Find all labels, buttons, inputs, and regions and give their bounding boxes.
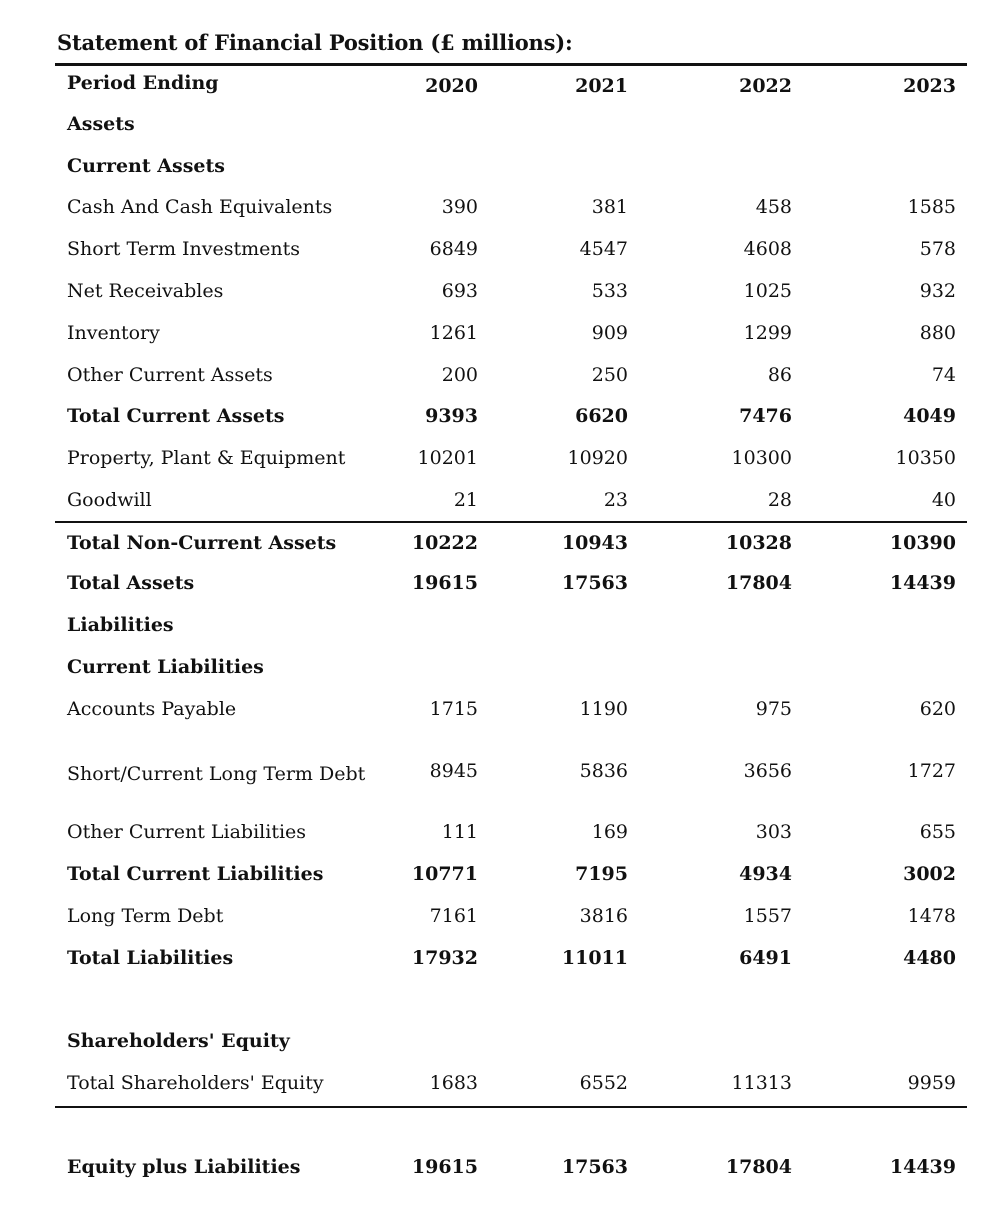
section-label: Current Liabilities — [67, 656, 264, 678]
value-2021: 3816 — [579, 905, 628, 927]
value-2020: 10222 — [411, 532, 478, 554]
row-total-current-liabilities — [0, 858, 996, 890]
value-2021: 533 — [591, 280, 628, 302]
row-label: Total Current Liabilities — [67, 863, 324, 885]
value-2020: 9393 — [425, 405, 478, 427]
value-2023: 655 — [919, 821, 956, 843]
value-2020: 17932 — [411, 947, 478, 969]
row-cash — [0, 191, 996, 223]
row-long-term-debt — [0, 900, 996, 932]
section-liabilities — [0, 609, 996, 641]
value-2020: 1261 — [429, 322, 478, 344]
value-2022: 10300 — [731, 447, 792, 469]
row-label: Total Liabilities — [67, 947, 234, 969]
value-2022: 1299 — [743, 322, 792, 344]
value-2021: 23 — [603, 489, 628, 511]
value-2022: 11313 — [731, 1072, 792, 1094]
row-label: Total Assets — [67, 572, 195, 594]
value-2020: 6849 — [429, 238, 478, 260]
row-label: Equity plus Liabilities — [67, 1156, 301, 1178]
value-2020: 10771 — [411, 863, 478, 885]
value-2021: 11011 — [561, 947, 628, 969]
row-label: Net Receivables — [67, 280, 224, 302]
period-ending-label: Period Ending — [67, 72, 219, 94]
value-2022: 28 — [767, 489, 792, 511]
row-ppe — [0, 442, 996, 474]
value-2020: 19615 — [411, 572, 478, 594]
value-2022: 3656 — [743, 760, 792, 782]
value-2023: 1585 — [907, 196, 956, 218]
value-2023: 578 — [919, 238, 956, 260]
row-label: Other Current Assets — [67, 364, 273, 386]
row-total-assets — [0, 567, 996, 599]
row-other-current-liabilities — [0, 816, 996, 848]
year-2020-header: 2020 — [425, 75, 478, 97]
row-total-shareholders-equity — [0, 1067, 996, 1099]
value-2023: 14439 — [889, 572, 956, 594]
section-assets — [0, 108, 996, 140]
value-2021: 4547 — [579, 238, 628, 260]
row-net-receivables — [0, 275, 996, 307]
section-label: Assets — [67, 113, 135, 135]
section-shareholders-equity — [0, 1025, 996, 1057]
value-2023: 9959 — [907, 1072, 956, 1094]
value-2020: 200 — [441, 364, 478, 386]
value-2021: 250 — [591, 364, 628, 386]
value-2022: 1025 — [743, 280, 792, 302]
value-2022: 4608 — [743, 238, 792, 260]
value-2023: 4049 — [903, 405, 956, 427]
value-2023: 4480 — [903, 947, 956, 969]
value-2021: 169 — [591, 821, 628, 843]
value-2022: 303 — [755, 821, 792, 843]
row-inventory — [0, 317, 996, 349]
year-2023-header: 2023 — [903, 75, 956, 97]
value-2022: 6491 — [739, 947, 792, 969]
value-2022: 1557 — [743, 905, 792, 927]
value-2020: 21 — [453, 489, 478, 511]
value-2022: 4934 — [739, 863, 792, 885]
row-goodwill — [0, 484, 996, 516]
value-2020: 7161 — [429, 905, 478, 927]
value-2023: 620 — [919, 698, 956, 720]
value-2022: 458 — [755, 196, 792, 218]
row-accounts-payable — [0, 693, 996, 725]
value-2023: 40 — [931, 489, 956, 511]
section-label: Current Assets — [67, 155, 225, 177]
value-2021: 6552 — [579, 1072, 628, 1094]
equity-total-rule — [55, 1106, 967, 1108]
row-total-non-current-assets — [0, 527, 996, 559]
row-label: Inventory — [67, 322, 160, 344]
value-2021: 5836 — [579, 760, 628, 782]
value-2021: 6620 — [575, 405, 628, 427]
value-2021: 10943 — [561, 532, 628, 554]
row-short-current-long-term-debt — [0, 758, 996, 790]
row-total-current-assets — [0, 400, 996, 432]
row-other-current-assets — [0, 359, 996, 391]
value-2023: 10390 — [889, 532, 956, 554]
value-2020: 1715 — [429, 698, 478, 720]
header-row — [0, 68, 996, 100]
section-label: Liabilities — [67, 614, 174, 636]
value-2023: 14439 — [889, 1156, 956, 1178]
section-current-assets — [0, 150, 996, 182]
value-2021: 381 — [591, 196, 628, 218]
row-label: Cash And Cash Equivalents — [67, 196, 333, 218]
row-label: Property, Plant & Equipment — [67, 447, 346, 469]
row-total-liabilities — [0, 942, 996, 974]
value-2023: 880 — [919, 322, 956, 344]
value-2021: 7195 — [575, 863, 628, 885]
row-label: Total Shareholders' Equity — [67, 1072, 324, 1094]
value-2023: 1727 — [907, 760, 956, 782]
year-2022-header: 2022 — [739, 75, 792, 97]
value-2022: 17804 — [725, 1156, 792, 1178]
row-label: Other Current Liabilities — [67, 821, 307, 843]
value-2021: 909 — [591, 322, 628, 344]
section-label: Shareholders' Equity — [67, 1030, 290, 1052]
value-2023: 3002 — [903, 863, 956, 885]
value-2021: 1190 — [579, 698, 628, 720]
value-2023: 1478 — [907, 905, 956, 927]
value-2023: 74 — [931, 364, 956, 386]
row-label: Goodwill — [67, 489, 152, 511]
row-label: Short Term Investments — [67, 238, 301, 260]
row-short-term-investments — [0, 233, 996, 265]
row-label: Short/Current Long Term Debt — [67, 763, 366, 785]
value-2021: 10920 — [567, 447, 628, 469]
row-label: Total Non-Current Assets — [67, 532, 337, 554]
value-2020: 19615 — [411, 1156, 478, 1178]
value-2022: 17804 — [725, 572, 792, 594]
value-2022: 7476 — [739, 405, 792, 427]
value-2022: 10328 — [725, 532, 792, 554]
table-top-rule — [55, 63, 967, 66]
value-2020: 1683 — [429, 1072, 478, 1094]
value-2023: 932 — [919, 280, 956, 302]
row-label: Accounts Payable — [67, 698, 237, 720]
value-2021: 17563 — [561, 1156, 628, 1178]
year-2021-header: 2021 — [575, 75, 628, 97]
value-2023: 10350 — [895, 447, 956, 469]
assets-subtotal-rule — [55, 521, 967, 523]
value-2020: 111 — [441, 821, 478, 843]
section-current-liabilities — [0, 651, 996, 683]
value-2022: 86 — [767, 364, 792, 386]
value-2020: 10201 — [417, 447, 478, 469]
value-2020: 693 — [441, 280, 478, 302]
statement-title: Statement of Financial Position (£ millions): — [57, 30, 573, 55]
value-2020: 390 — [441, 196, 478, 218]
value-2021: 17563 — [561, 572, 628, 594]
row-equity-plus-liabilities — [0, 1151, 996, 1183]
row-label: Long Term Debt — [67, 905, 224, 927]
value-2022: 975 — [755, 698, 792, 720]
value-2020: 8945 — [429, 760, 478, 782]
row-label: Total Current Assets — [67, 405, 285, 427]
